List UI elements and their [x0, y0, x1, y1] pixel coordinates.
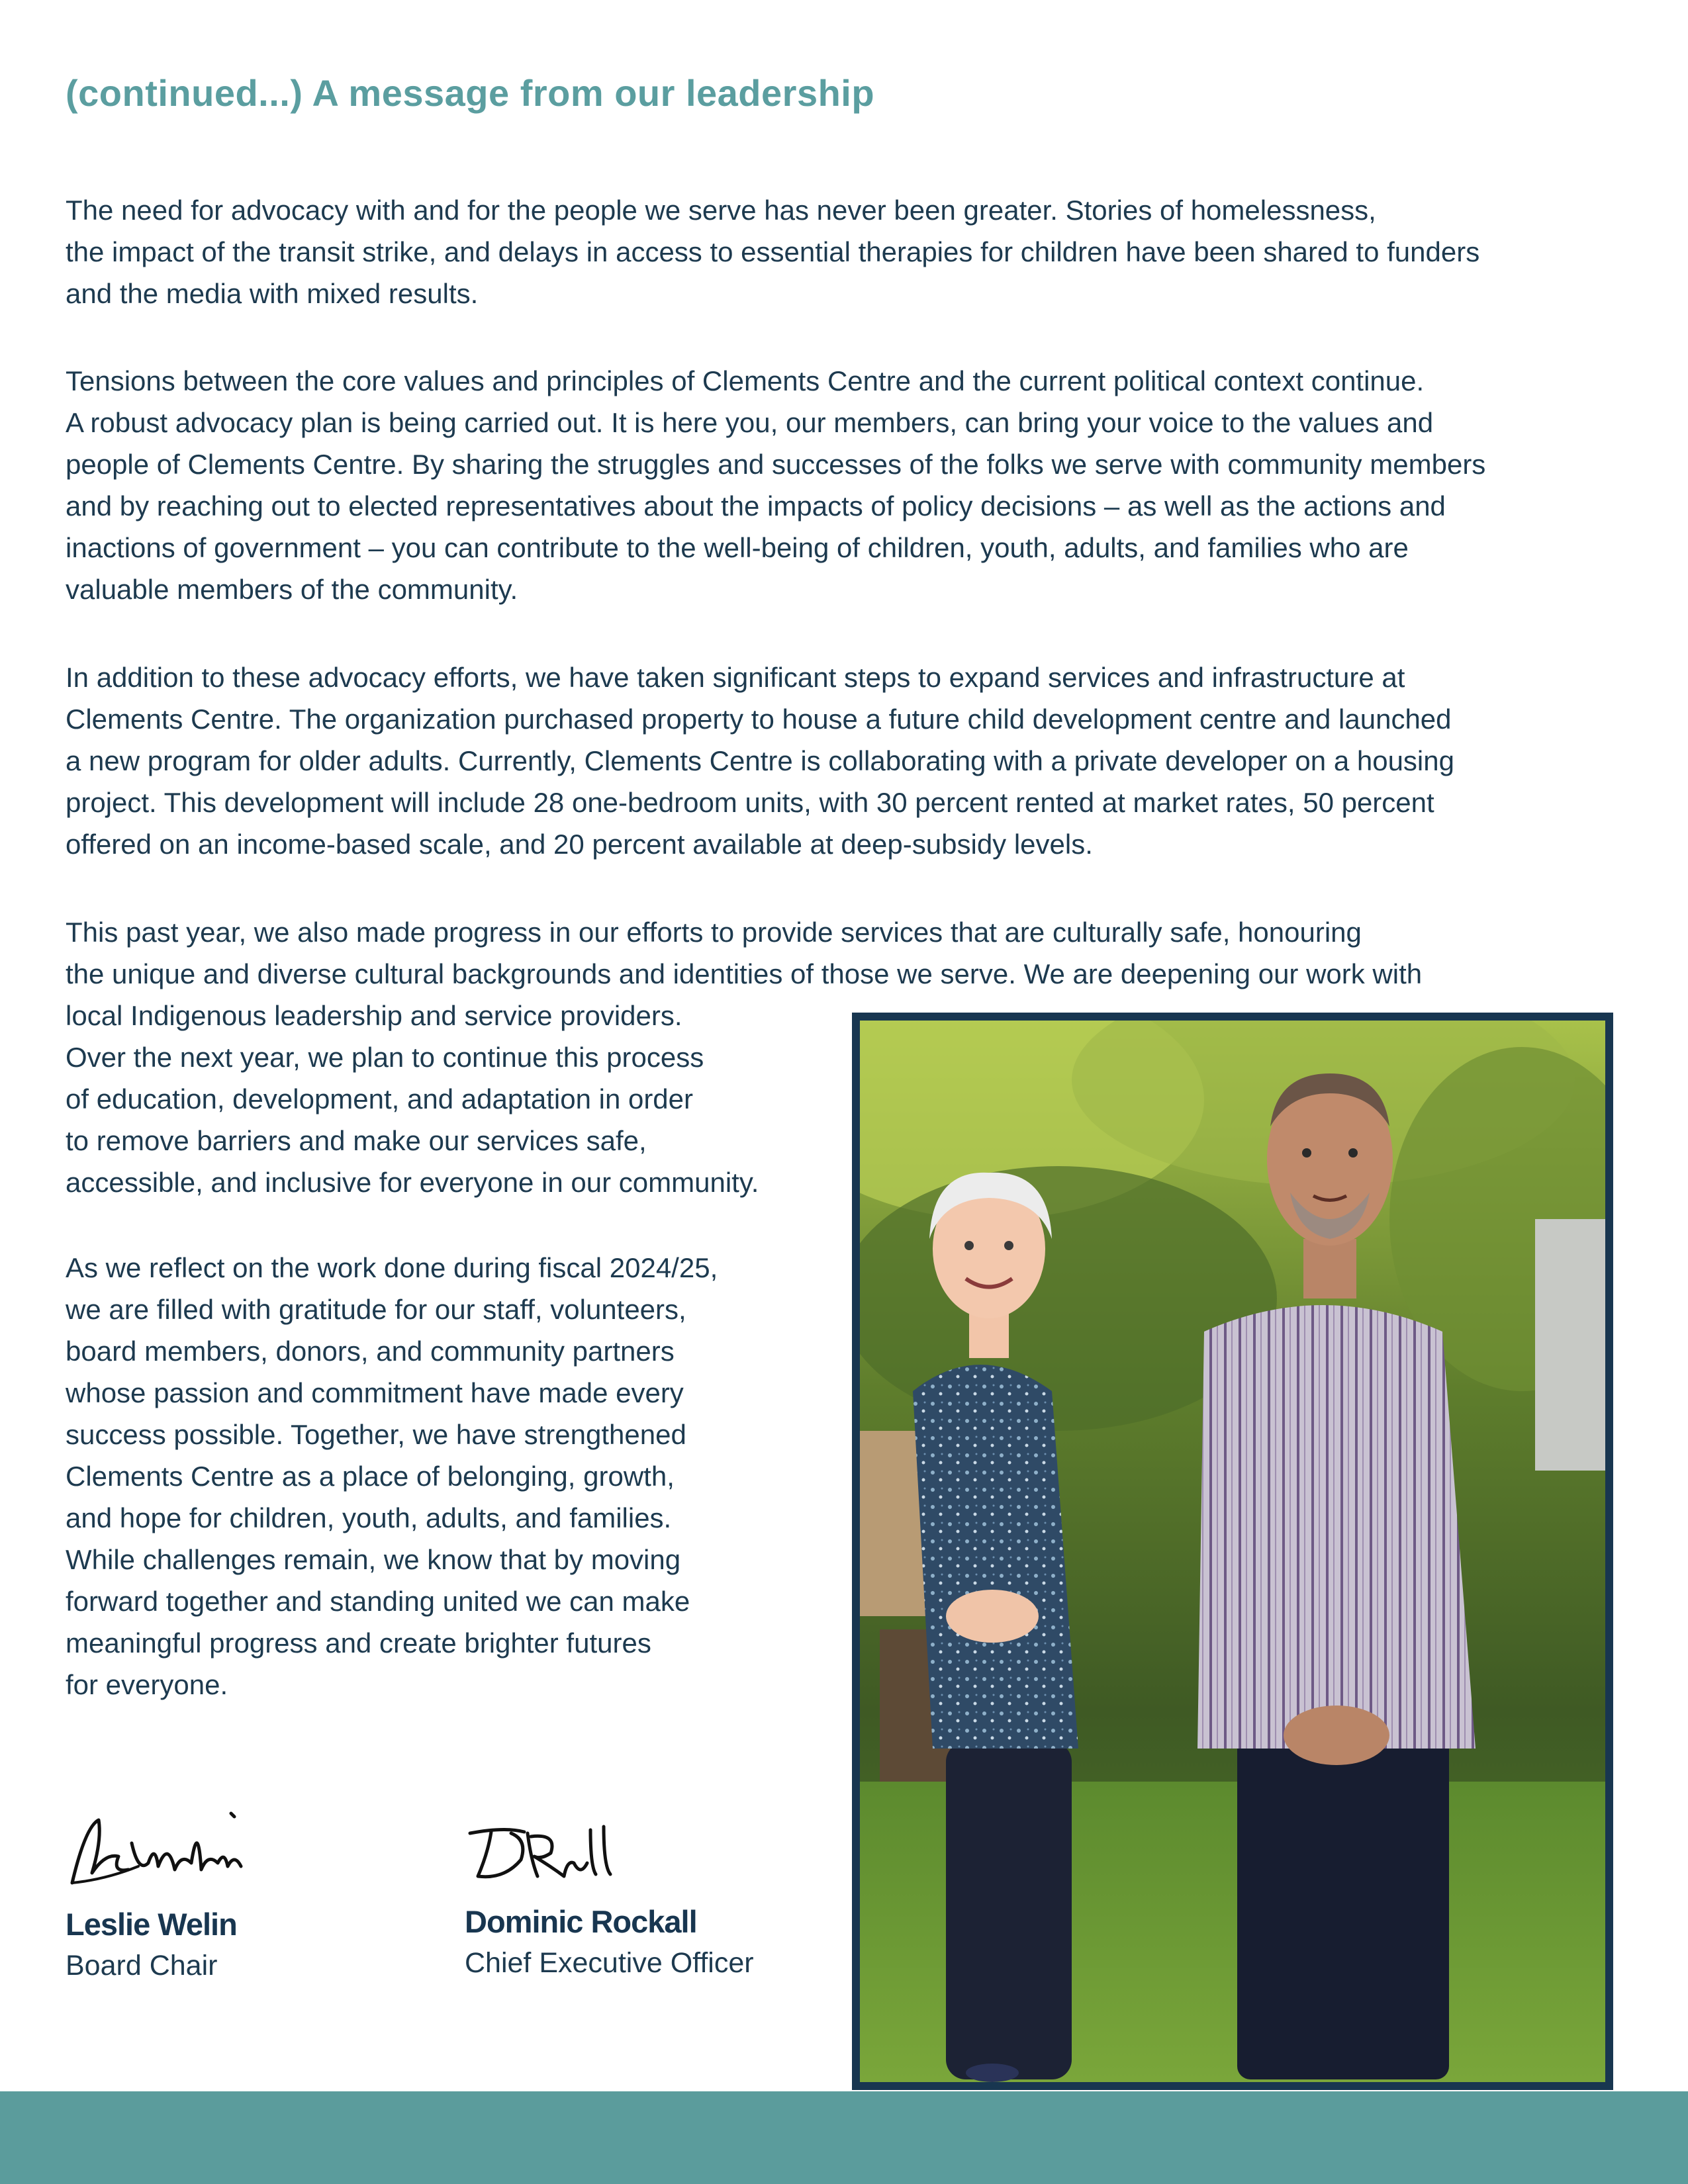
- paragraph-line: we are filled with gratitude for our staff, volunteers,: [66, 1294, 686, 1325]
- paragraph-line: of education, development, and adaptation in order: [66, 1083, 694, 1115]
- paragraph-line: Clements Centre. The organization purchased property to house a future child development centre and launched: [66, 704, 1452, 735]
- footer-band: [0, 2091, 1688, 2184]
- paragraph-line: and hope for children, youth, adults, and families.: [66, 1502, 672, 1533]
- paragraph-line: board members, donors, and community partners: [66, 1336, 675, 1367]
- paragraph-line: meaningful progress and create brighter futures: [66, 1627, 651, 1659]
- paragraph-line: Over the next year, we plan to continue this process: [66, 1042, 704, 1073]
- signer-name: Leslie Welin: [66, 1907, 237, 1942]
- paragraph-line: the unique and diverse cultural backgrounds and identities of those we serve. We are deepening our work with: [66, 958, 1423, 989]
- leadership-photo: [852, 1013, 1613, 2090]
- paragraph-line: the impact of the transit strike, and delays in access to essential therapies for children have been shared to funders: [66, 236, 1480, 267]
- signature-block-board-chair: [66, 1800, 344, 1999]
- paragraph-line: accessible, and inclusive for everyone in our community.: [66, 1167, 759, 1198]
- paragraph-expansion: [66, 657, 1454, 865]
- paragraph-line: valuable members of the community.: [66, 574, 518, 605]
- paragraph-line: local Indigenous leadership and service providers.: [66, 1000, 682, 1031]
- paragraph-line: success possible. Together, we have strengthened: [66, 1419, 686, 1450]
- paragraph-line: Tensions between the core values and principles of Clements Centre and the current political context continue.: [66, 365, 1425, 396]
- paragraph-line: people of Clements Centre. By sharing the struggles and successes of the folks we serve with community members: [66, 449, 1486, 480]
- paragraph-advocacy-need: [66, 189, 1479, 314]
- signer-title: Chief Executive Officer: [465, 1947, 754, 1979]
- paragraph-gratitude: [66, 1247, 718, 1706]
- paragraph-line: inactions of government – you can contribute to the well-being of children, youth, adults, and families who are: [66, 532, 1409, 563]
- paragraph-tensions: [66, 360, 1485, 610]
- paragraph-line: While challenges remain, we know that by moving: [66, 1544, 681, 1575]
- paragraph-line: to remove barriers and make our services safe,: [66, 1125, 647, 1156]
- paragraph-line: a new program for older adults. Currently, Clements Centre is collaborating with a private developer on a housing: [66, 745, 1454, 776]
- paragraph-line: A robust advocacy plan is being carried out. It is here you, our members, can bring your voice to the values and: [66, 407, 1434, 438]
- paragraph-line: forward together and standing united we can make: [66, 1586, 690, 1617]
- paragraph-line: This past year, we also made progress in our efforts to provide services that are culturally safe, honouring: [66, 917, 1362, 948]
- paragraph-line: for everyone.: [66, 1669, 228, 1700]
- signer-name: Dominic Rockall: [465, 1904, 697, 1939]
- paragraph-line: As we reflect on the work done during fiscal 2024/25,: [66, 1252, 718, 1283]
- paragraph-line: whose passion and commitment have made every: [66, 1377, 684, 1408]
- signature-dominic-rockall: [465, 1813, 624, 1886]
- paragraph-line: In addition to these advocacy efforts, we have taken significant steps to expand services and infrastructure at: [66, 662, 1405, 693]
- signature-leslie-welin: [66, 1800, 258, 1899]
- paragraph-line: and by reaching out to elected representatives about the impacts of policy decisions – as well as the actions and: [66, 490, 1446, 522]
- leadership-photo-illustration: [860, 1021, 1605, 2082]
- paragraph-line: The need for advocacy with and for the people we serve has never been greater. Stories of homelessness,: [66, 195, 1376, 226]
- signer-title: Board Chair: [66, 1950, 218, 1981]
- paragraph-line: project. This development will include 28 one-bedroom units, with 30 percent rented at market rates, 50 percent: [66, 787, 1434, 818]
- paragraph-line: offered on an income-based scale, and 20 percent available at deep-subsidy levels.: [66, 829, 1093, 860]
- signature-block-ceo: [465, 1813, 835, 2005]
- paragraph-line: Clements Centre as a place of belonging, growth,: [66, 1461, 675, 1492]
- paragraph-line: and the media with mixed results.: [66, 278, 479, 309]
- page-heading: (continued...) A message from our leadership: [66, 72, 875, 114]
